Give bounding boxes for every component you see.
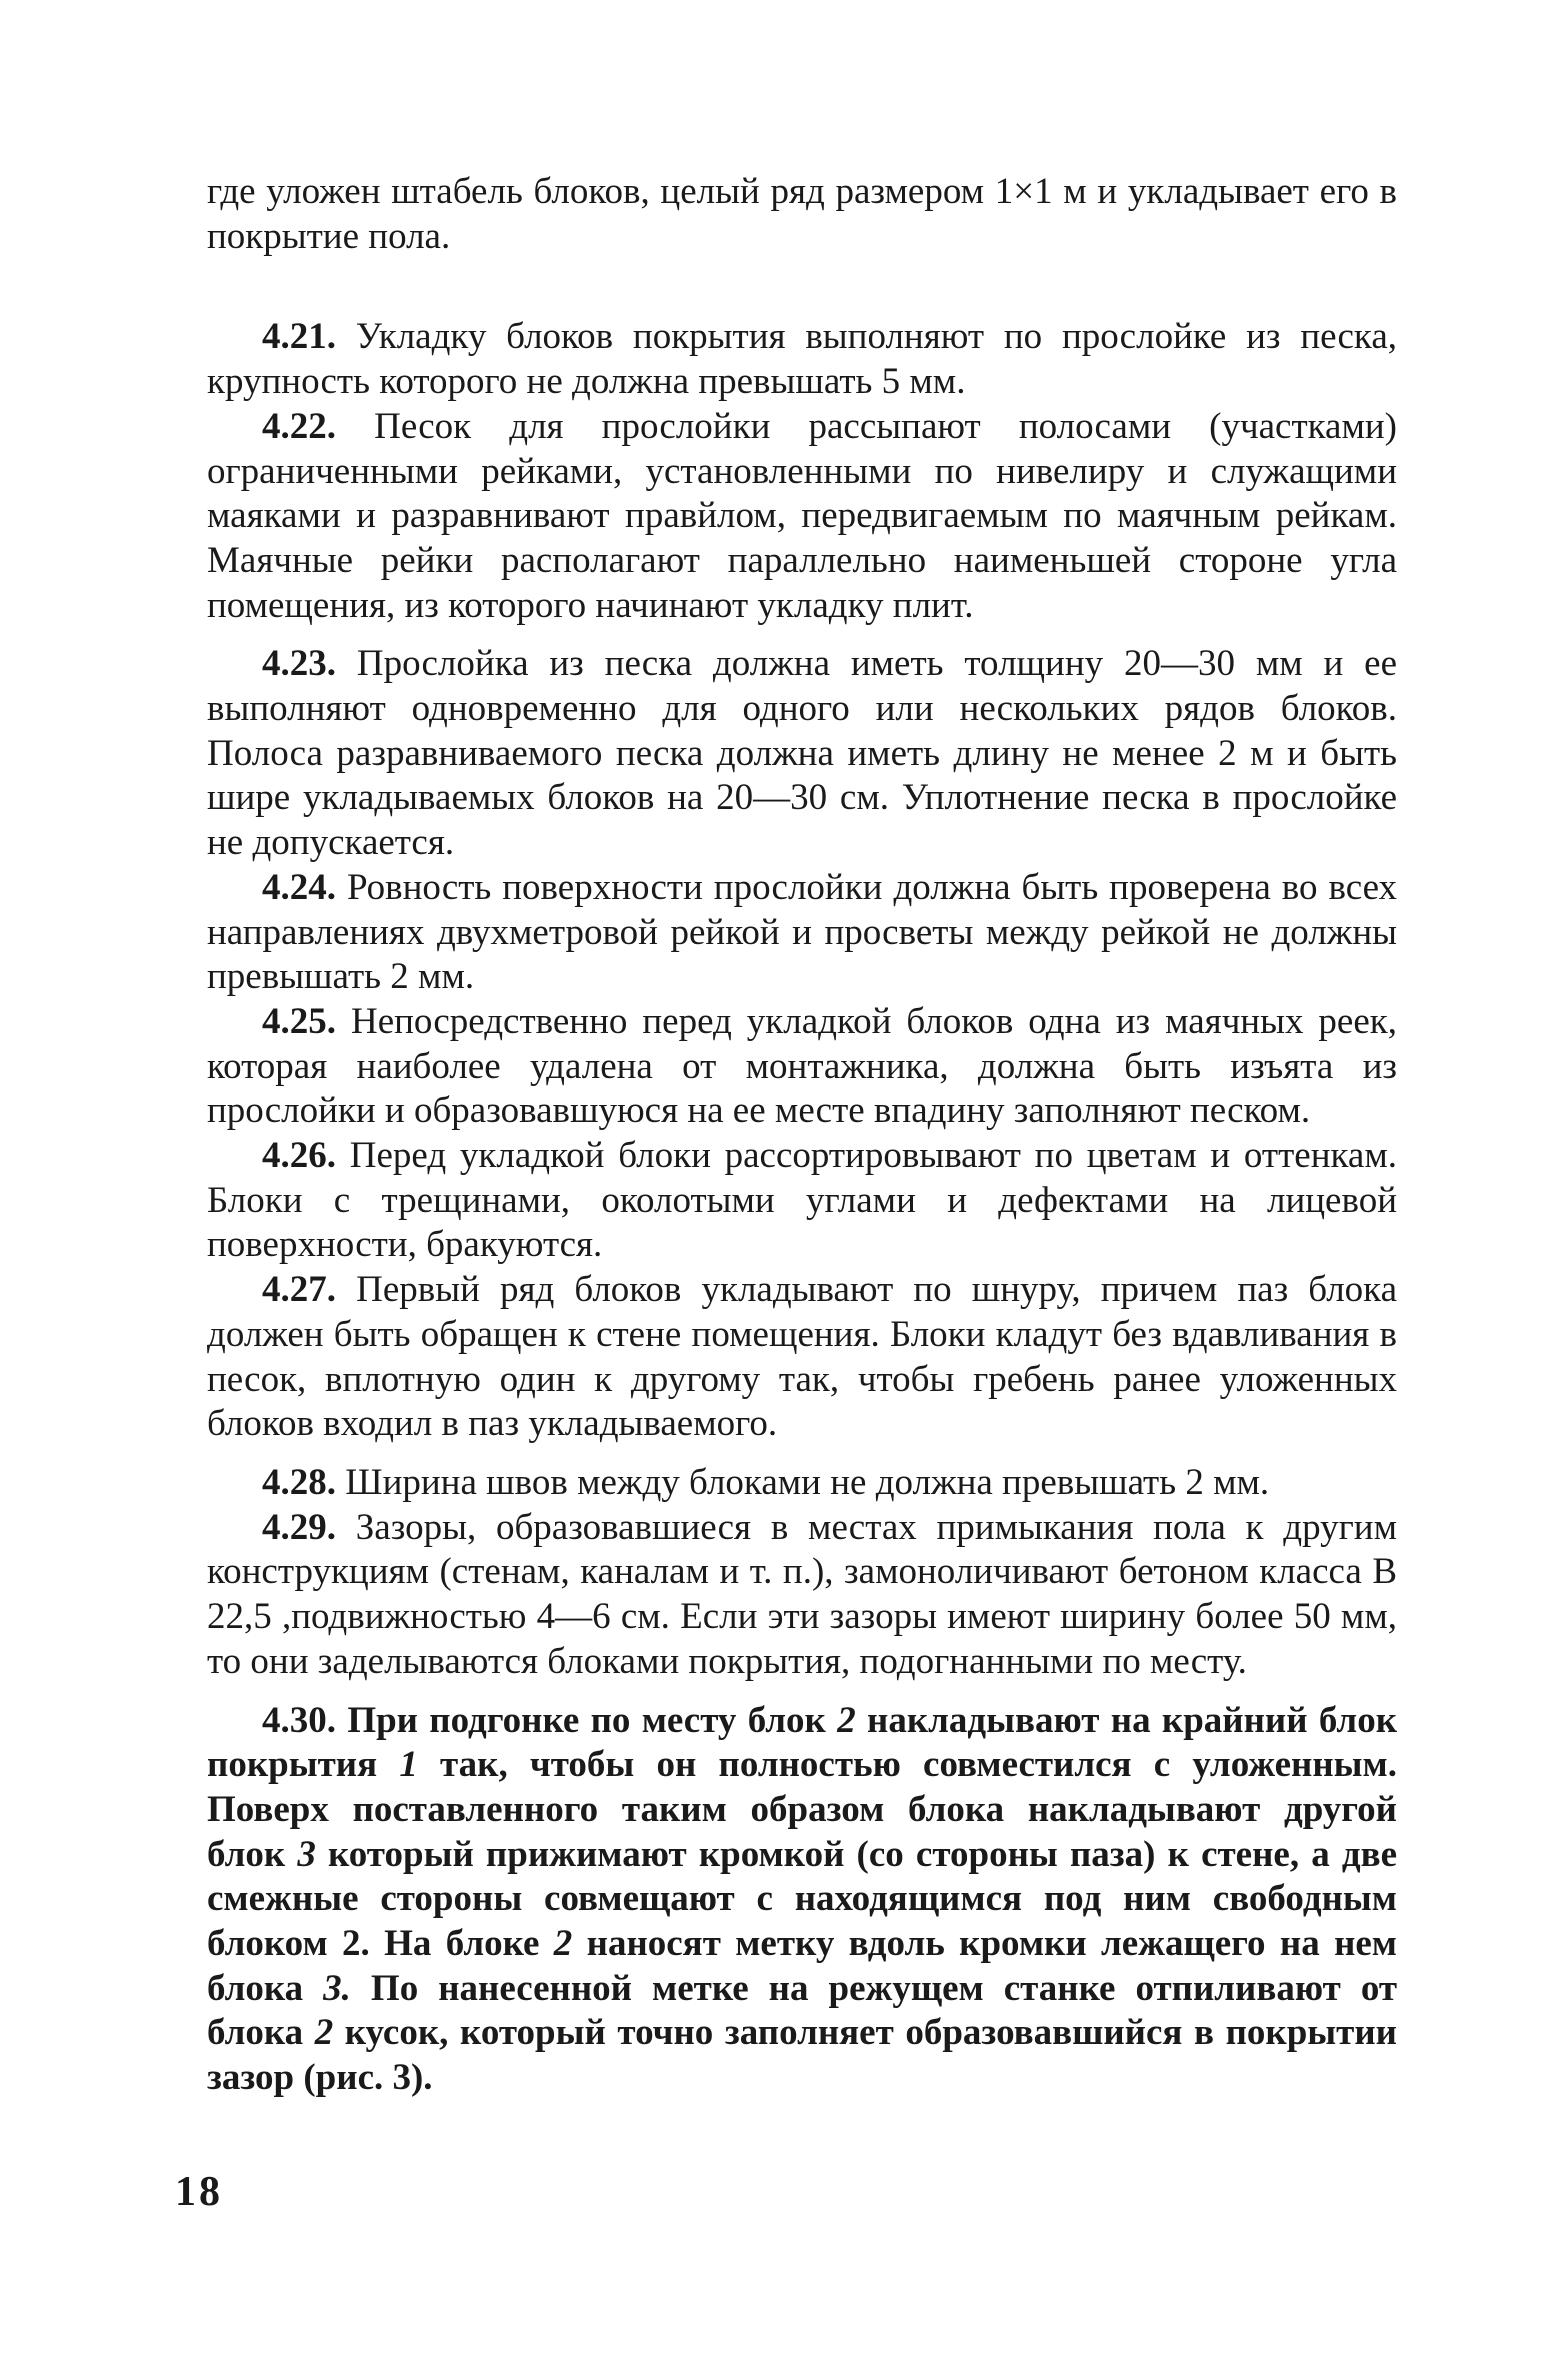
section-text: Ширина швов между блоками не должна превышать 2 мм.: [345, 1461, 1270, 1503]
section-4-21: [207, 315, 1397, 404]
section-text: Укладку блоков покрытия выполняют по прослойке из песка, крупность которого не должна превышать 5 мм.: [207, 316, 1397, 403]
section-4-22: [207, 405, 1397, 629]
page-number: 18: [175, 2169, 223, 2215]
section-number: 4.25.: [262, 1000, 336, 1042]
section-4-29: [207, 1506, 1397, 1685]
section-text: Песок для прослойки рассыпают полосами (участками) ограниченными рейками, установленными по нивелиру и служащими маяками и разравнивают правйлом, передвигаемым по маячным рейкам. Маячные рейки располагают параллельно наименьшей стороне угла помещения, из которого начинают укладку плит.: [207, 405, 1397, 626]
figure-ref-number: 2: [837, 1699, 856, 1741]
section-text-part: По нанесенной метке на режущем станке отпиливают от блока: [207, 1967, 1398, 2054]
section-number: 4.24.: [262, 866, 336, 908]
body-text: [207, 170, 1397, 2101]
section-text-part: наносят метку вдоль кромки лежащего на нем блока: [207, 1923, 1398, 2009]
section-text-part: кусок, который точно заполняет образовавшийся в покрытии зазор (рис. 3).: [207, 2012, 1397, 2099]
section-text: Перед укладкой блоки рассортировывают по цветам и оттенкам. Блоки с трещинами, околотыми углами и дефектами на лицевой поверхности, бракуются.: [207, 1135, 1397, 1266]
section-number: 4.29.: [262, 1506, 336, 1548]
section-text: Зазоры, образовавшиеся в местах примыкания пола к другим конструкциям (стенам, каналам и т. п.), замоноличивают бетоном класса В 22,5 ,подвижностью 4—6 см. Если эти зазоры имеют ширину более 50 мм, то они заделываются блоками покрытия, подогнанными по месту.: [207, 1506, 1397, 1682]
section-4-24: [207, 866, 1397, 1000]
figure-ref-number: 2: [553, 1923, 573, 1965]
section-text-part: При подгонке по месту блок: [347, 1699, 826, 1741]
section-number: 4.23.: [262, 643, 336, 685]
section-4-26: [207, 1134, 1397, 1268]
section-number: 4.30.: [262, 1699, 336, 1741]
section-number: 4.21.: [262, 316, 336, 358]
section-text-part: так, чтобы он полностью совместился с уложенным. Поверх поставленного таким образом блока накладывают другой блок: [207, 1744, 1398, 1875]
section-text-part: накладывают на крайний блок покрытия: [207, 1699, 1398, 1786]
section-text: Прослойка из песка должна иметь толщину 20—30 мм и ее выполняют одновременно для одного или нескольких рядов блоков. Полоса разравниваемого песка должна иметь длину не менее 2 м и быть шире укладываемых блоков на 20—30 см. Уплотнение песка в прослойке не допускается.: [207, 643, 1398, 864]
section-text: Первый ряд блоков укладывают по шнуру, причем паз блока должен быть обращен к стене помещения. Блоки кладут без вдавливания в песок, вплотную один к другому так, чтобы гребень ранее уложенных блоков входил в паз укладываемого.: [207, 1269, 1397, 1445]
section-4-25: [207, 1000, 1397, 1134]
section-4-28: [207, 1461, 1397, 1506]
section-4-30: [207, 1699, 1397, 2101]
figure-ref-number: 2: [314, 2012, 334, 2054]
figure-ref-number: 1: [399, 1744, 418, 1786]
intro-paragraph: где уложен штабель блоков, целый ряд размером 1×1 м и укладывает его в покрытие пола.: [207, 171, 1397, 257]
section-text-part: который прижимают кромкой (со стороны паза) к стене, а две смежные стороны совмещают с находящимся под ним свободным блоком 2. На блоке: [207, 1833, 1398, 1965]
section-number: 4.27.: [262, 1269, 336, 1311]
figure-ref-number: 3.: [323, 1967, 351, 2009]
section-text: Ровность поверхности прослойки должна быть проверена во всех направлениях двухметровой рейкой и просветы между рейкой не должны превышать 2 мм.: [207, 866, 1398, 998]
section-number: 4.26.: [262, 1135, 336, 1177]
section-number: 4.22.: [262, 405, 336, 447]
section-4-27: [207, 1268, 1397, 1447]
section-number: 4.28.: [262, 1461, 336, 1503]
section-text: Непосредственно перед укладкой блоков одна из маячных реек, которая наиболее удалена от монтажника, должна быть изъята из прослойки и образовавшуюся на ее месте впадину заполняют песком.: [207, 1000, 1397, 1132]
section-4-23: [207, 642, 1397, 866]
figure-ref-number: 3: [297, 1833, 316, 1875]
